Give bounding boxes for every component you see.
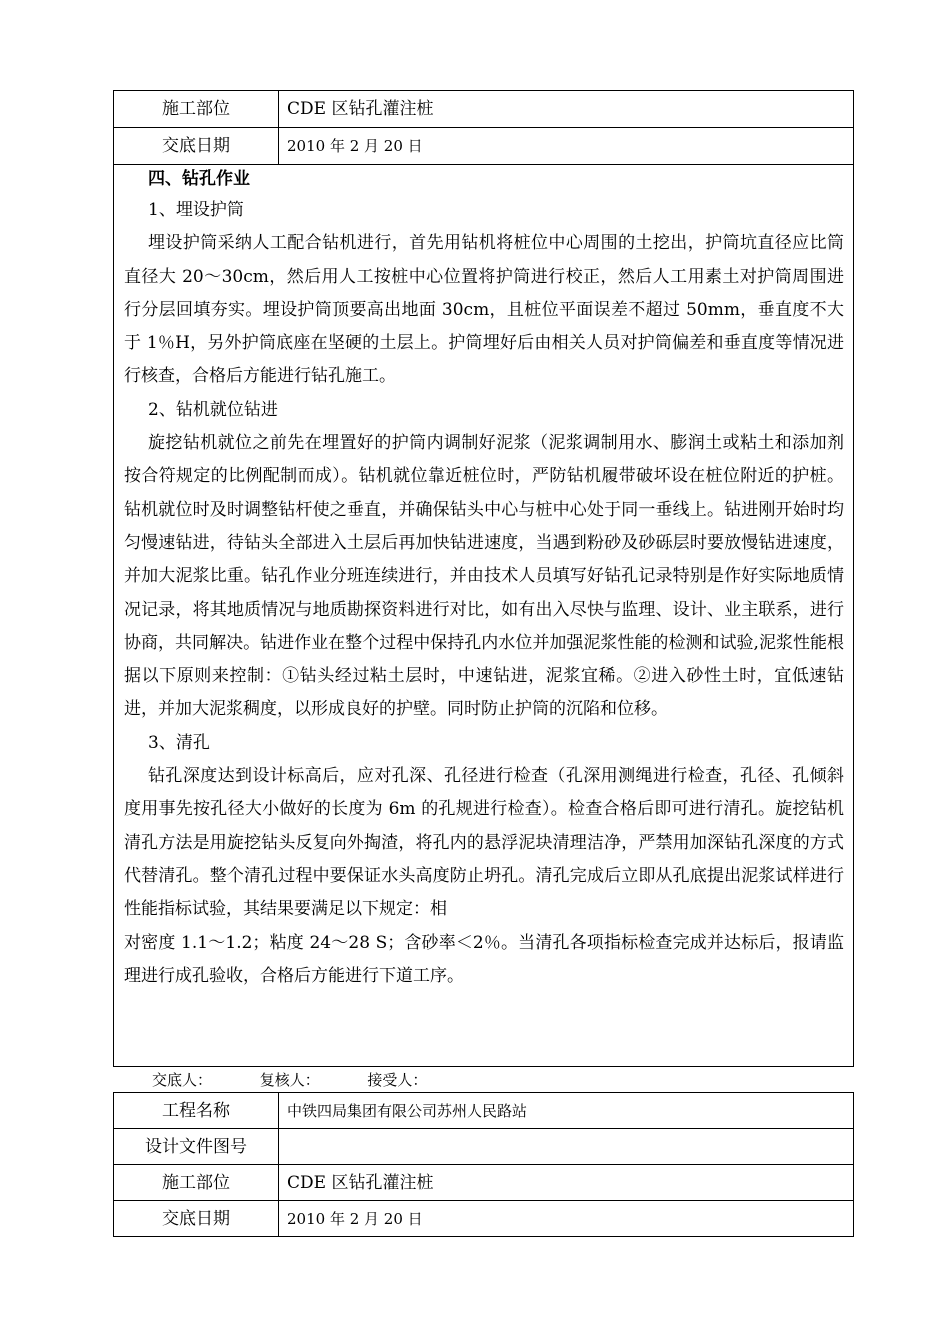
content-box (113, 164, 854, 1067)
table-row (114, 1129, 854, 1165)
table-row (114, 1201, 854, 1237)
table-row (114, 91, 854, 128)
reviewer-label: 复核人： (259, 1071, 320, 1089)
project-name-label: 工程名称 (114, 1093, 279, 1129)
handover-date-label: 交底日期 (114, 128, 279, 165)
paragraph: 钻孔深度达到设计标高后，应对孔深、孔径进行检查（孔深用测绳进行检查，孔径、孔倾斜度用事先按孔径大小做好的长度为 6m 的孔规进行检查）。检查合格后即可进行清孔。旋挖钻机清孔方法是用旋挖钻头反复向外掏渣，将孔内的悬浮泥块清理洁净，严禁用加深钻孔深度的方式代替清孔。整个清孔过程中要保证水头高度防止坍孔。清孔完成后立即从孔底提出泥浆试样进行性能指标试验，其结果要满足以下规定：相 (124, 766, 844, 920)
handover-date-label: 交底日期 (114, 1201, 279, 1237)
paragraph: 对密度 1.1～1.2；粘度 24～28 S；含砂率＜2％。当清孔各项指标检查完成并达标后，报请监理进行成孔验收，合格后方能进行下道工序。 (124, 932, 844, 986)
construction-part-label: 施工部位 (114, 91, 279, 128)
construction-part-value: CDE 区钻孔灌注桩 (279, 91, 854, 128)
paragraph: 旋挖钻机就位之前先在埋置好的护筒内调制好泥浆（泥浆调制用水、膨润土或粘土和添加剂按合符规定的比例配制而成）。钻机就位靠近桩位时，严防钻机履带破坏设在桩位附近的护桩。钻机就位时及时调整钻杆使之垂直，并确保钻头中心与桩中心处于同一垂线上。钻进刚开始时均匀慢速钻进，待钻头全部进入土层后再加快钻进速度，当遇到粉砂及砂砾层时要放慢钻进速度，并加大泥浆比重。钻孔作业分班连续进行，并由技术人员填写好钻孔记录特别是作好实际地质情况记录，将其地质情况与地质勘探资料进行对比，如有出入尽快与监理、设计、业主联系，进行协商，共同解决。钻进作业在整个过程中保持孔内水位并加强泥浆性能的检测和试验,泥浆性能根据以下原则来控制：①钻头经过粘土层时，中速钻进，泥浆宜稀。②进入砂性土时，宜低速钻进，并加大泥浆稠度，以形成良好的护壁。同时防止护筒的沉陷和位移。 (124, 433, 844, 720)
subsection-heading: 3、清孔 (148, 732, 210, 753)
handover-date-value: 2010 年 2 月 20 日 (279, 128, 854, 165)
design-drawing-no-value (279, 1129, 854, 1165)
subsection-heading: 2、钻机就位钻进 (148, 399, 278, 420)
paragraph: 埋设护筒采纳人工配合钻机进行，首先用钻机将桩位中心周围的土挖出，护筒坑直径应比筒直径大 20～30cm，然后用人工按桩中心位置将护筒进行校正，然后人工用素土对护筒周围进行分层回填夯实。埋设护筒顶要高出地面 30cm，且桩位平面误差不超过 50mm，垂直度不大于 1％H，另外护筒底座在坚硬的土层上。护筒埋好后由相关人员对护筒偏差和垂直度等情况进行核查，合格后方能进行钻孔施工。 (124, 233, 844, 387)
construction-part-label: 施工部位 (114, 1165, 279, 1201)
handover-date-value: 2010 年 2 月 20 日 (279, 1201, 854, 1237)
header-table-top (113, 90, 854, 165)
construction-part-value: CDE 区钻孔灌注桩 (279, 1165, 854, 1201)
header-table-bottom (113, 1092, 854, 1237)
content-inner (114, 164, 853, 993)
table-row (114, 1093, 854, 1129)
signature-line (152, 1070, 427, 1090)
table-row (114, 128, 854, 165)
section-title: 四、钻孔作业 (148, 169, 250, 189)
receiver-label: 接受人： (367, 1071, 428, 1089)
table-row (114, 1165, 854, 1201)
design-drawing-no-label: 设计文件图号 (114, 1129, 279, 1165)
subsection-heading: 1、埋设护筒 (148, 200, 244, 220)
presenter-label: 交底人： (152, 1071, 213, 1089)
project-name-value: 中铁四局集团有限公司苏州人民路站 (279, 1093, 854, 1129)
